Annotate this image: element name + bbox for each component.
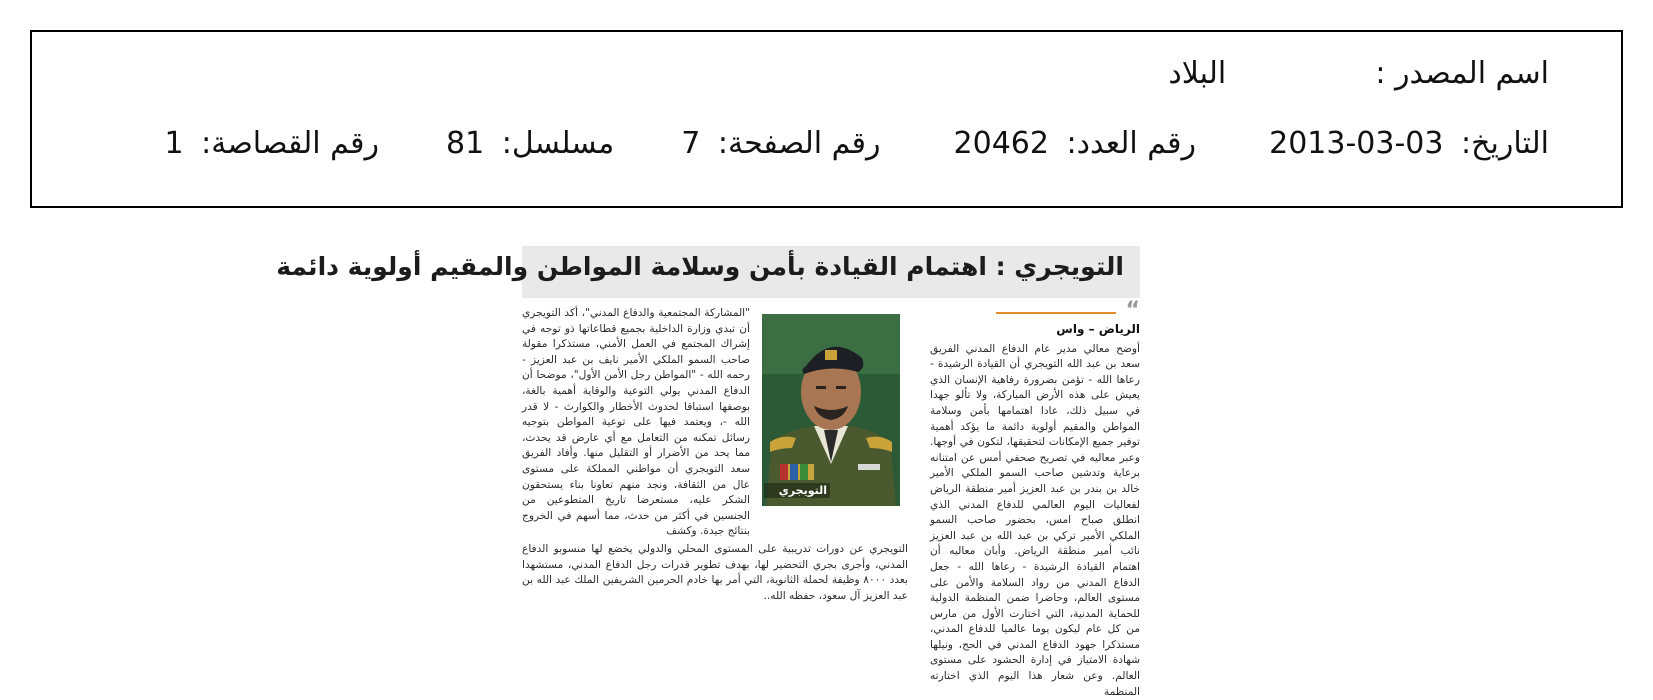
date-label: التاريخ: xyxy=(1461,126,1549,161)
portrait-photo xyxy=(762,314,900,506)
photo-caption: التويجري xyxy=(764,483,830,498)
page-value: 7 xyxy=(681,126,701,161)
serial-value: 81 xyxy=(446,126,485,161)
date-value: 2013-03-03 xyxy=(1269,126,1444,161)
source-line xyxy=(1168,56,1549,91)
clip-details-line xyxy=(165,126,1550,161)
article-column-left xyxy=(522,306,750,540)
accent-rule xyxy=(996,312,1116,314)
clipping-metadata-box xyxy=(30,30,1623,208)
serial-label: مسلسل: xyxy=(501,126,615,161)
issue-value: 20462 xyxy=(953,126,1049,161)
issue-label: رقم العدد: xyxy=(1066,126,1197,161)
page-label: رقم الصفحة: xyxy=(717,126,881,161)
officer-portrait-image xyxy=(762,314,900,506)
article-column-bottom xyxy=(522,542,908,604)
article-body-left: "المشاركة المجتمعية والدفاع المدني"، أكد التويجري أن تبدي وزارة الداخلية بجميع قطاعاتها ذو توجه في إشراك المجتمع في العمل الأمني، مستذكرا مقولة صاحب السمو الملكي الأمير نايف بن عبد العزيز - رحمه الله - "المواطن رجل الأمن الأول"، موضحا أن الدفاع المدني يولي التوعية والوقاية أهمية بالغة، بوصفها استباقا لحدوث الأخطار والكوارث - لا قدر الله -، ويعتمد فيها على توعية المواطن بتوجيه رسائل تمكنه من التعامل مع أي عارض قد يحدث، مما يحد من الأضرار أو التقليل منها. وأفاد الفريق سعد التويجري أن مواطني المملكة على مستوى عال من الثقافة، ونجد منهم تعاونا بناء يستحقون الشكر عليه، مستعرضا تاريخ المتطوعين من الجنسين في أكثر من حدث، مما أسهم في الخروج بنتائج جيدة. وكشف xyxy=(522,307,750,538)
article-body-right: أوضح معالي مدير عام الدفاع المدني الفريق سعد بن عبد الله التويجري أن القيادة الرشيدة - رعاها الله - تؤمن بضرورة رفاهية الإنسان الذي يعيش على هذه الأرض المباركة، ولا تألو جهدا في سبيل ذلك، عادا اهتمامها بأمن وسلامة المواطن والمقيم أولوية دائمة ما يؤكد أهمية توفير جميع الإمكانات لتحقيقها، لتكون في أوجها. وعبر معاليه في تصريح صحفي أمس عن امتنانه برعاية وتدشين صاحب السمو الملكي الأمير خالد بن بندر بن عبد العزيز أمير منطقة الرياض لفعاليات اليوم العالمي للدفاع المدني الذي انطلق صباح امس، بحضور صاحب السمو الملكي الأمير تركي بن عبد الله بن عبد العزيز نائب أمير منطقة الرياض. وأبان معاليه أن اهتمام القيادة الرشيدة - رعاها الله - جعل الدفاع المدني من رواد السلامة والأمن على مستوى العالم، وحاضرا ضمن المنظمة الدولية للحماية المدنية، التي اختارت الأول من مارس من كل عام ليكون يوما عالميا للدفاع المدني، مستذكرا جهود الدفاع المدني في الحج، ونيلها شهادة الامتياز في إدارة الحشود على مستوى العالم. وعن شعار هذا اليوم الذي اختارته المنظمة xyxy=(930,342,1140,698)
newspaper-clipping xyxy=(276,240,1140,698)
article-body-bottom: التويجري عن دورات تدريبية على المستوى المحلي والدولي يخضع لها منسوبو الدفاع المدني، وأجرى بجري التحضير لها، بهدف تطوير قدرات رجل الدفاع المدني، مستشهدا بعدد ٨٠٠٠ وظيفة لحملة الثانوية، التي أمر بها خادم الحرمين الشريفين الملك عبد الله بن عبد العزيز آل سعود، حفظه الله.. xyxy=(522,543,908,602)
article-headline: التويجري : اهتمام القيادة بأمن وسلامة المواطن والمقيم أولوية دائمة xyxy=(276,252,1124,281)
source-label: اسم المصدر : xyxy=(1375,56,1549,91)
clip-value: 1 xyxy=(164,126,184,161)
article-dateline: الرياض – واس xyxy=(1056,322,1140,336)
quote-mark-icon: “ xyxy=(1125,298,1140,323)
article-column-right xyxy=(930,322,1140,700)
source-value: البلاد xyxy=(1168,56,1227,91)
clip-label: رقم القصاصة: xyxy=(201,126,379,161)
